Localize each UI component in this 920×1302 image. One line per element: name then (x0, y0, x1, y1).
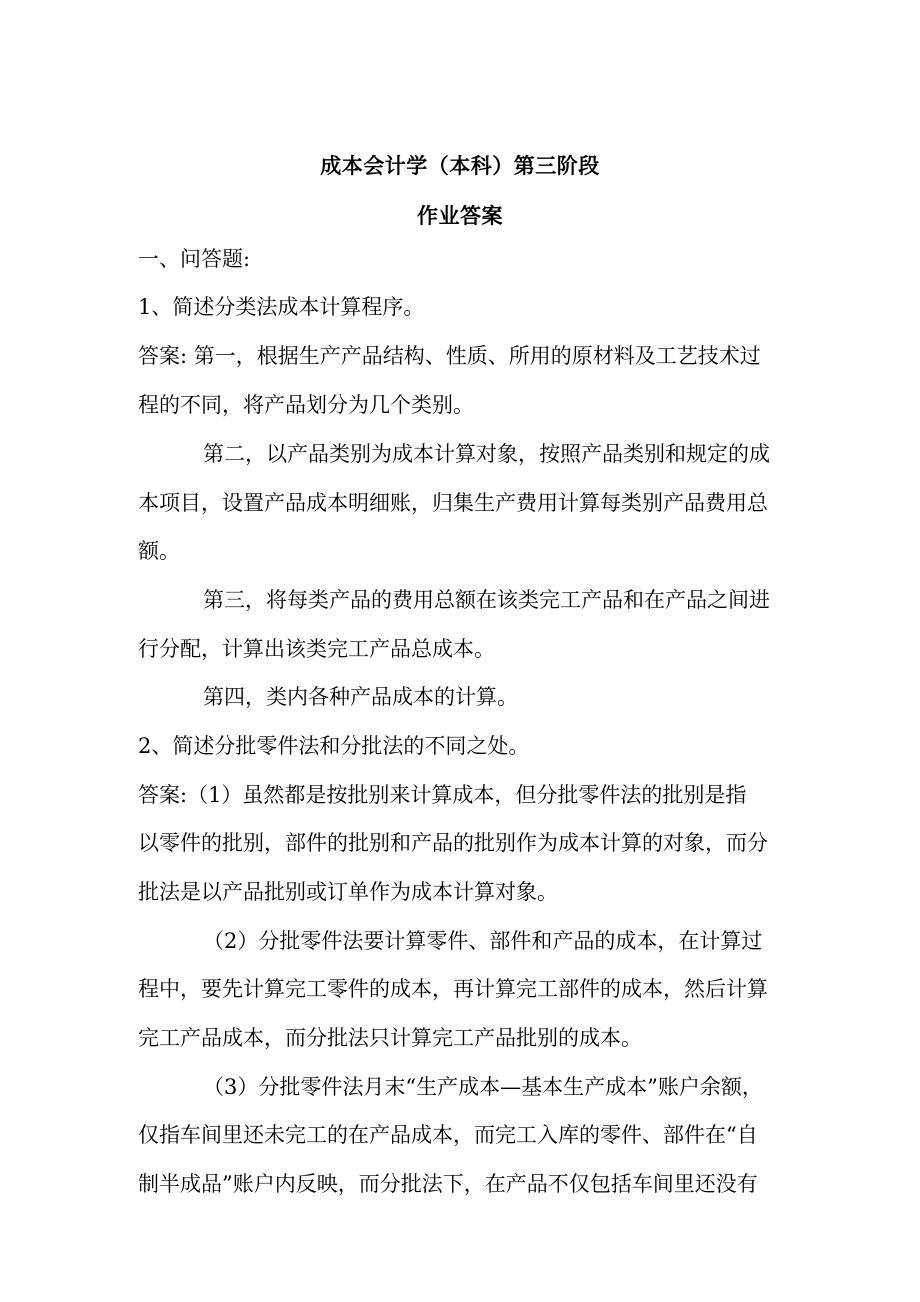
answer-1-line-8: 第四，类内各种产品成本的计算。 (203, 685, 518, 709)
answer-2-line-7: （3）分批零件法月末“生产成本—基本生产成本”账户余额， (203, 1075, 763, 1099)
answer-2-line-9: 制半成品”账户内反映，而分批法下，在产品不仅包括车间里还没有 (138, 1172, 758, 1196)
answer-2-line-5: 程中，要先计算完工零件的成本，再计算完工部件的成本，然后计算 (138, 977, 768, 1001)
document-subtitle: 作业答案 (417, 203, 503, 228)
section-heading: 一、问答题: (138, 247, 251, 271)
answer-1-line-3: 第二，以产品类别为成本计算对象，按照产品类别和规定的成 (203, 442, 770, 466)
answer-1-line-7: 行分配，计算出该类完工产品总成本。 (138, 637, 495, 661)
answer-2-line-3: 批法是以产品批别或订单作为成本计算对象。 (138, 880, 558, 904)
question-1: 1、简述分类法成本计算程序。 (138, 295, 425, 319)
answer-1-line-5: 额。 (138, 539, 180, 563)
answer-2-line-4: （2）分批零件法要计算零件、部件和产品的成本，在计算过 (203, 929, 763, 953)
question-2: 2、简述分批零件法和分批法的不同之处。 (138, 734, 530, 758)
answer-2-line-2: 以零件的批别，部件的批别和产品的批别作为成本计算的对象，而分 (138, 831, 768, 855)
answer-1-line-6: 第三，将每类产品的费用总额在该类完工产品和在产品之间进 (203, 588, 770, 612)
answer-2-line-8: 仅指车间里还未完工的在产品成本，而完工入库的零件、部件在“自 (138, 1123, 758, 1147)
answer-2-line-6: 完工产品成本，而分批法只计算完工产品批别的成本。 (138, 1026, 642, 1050)
answer-1-line-4: 本项目，设置产品成本明细账，归集生产费用计算每类别产品费用总 (138, 491, 768, 515)
document-title: 成本会计学（本科）第三阶段 (320, 153, 600, 178)
answer-1-line-2: 程的不同，将产品划分为几个类别。 (138, 393, 474, 417)
answer-1-line-1: 答案: 第一，根据生产产品结构、性质、所用的原材料及工艺技术过 (138, 344, 761, 368)
answer-2-line-1: 答案:（1）虽然都是按批别来计算成本，但分批零件法的批别是指 (138, 783, 747, 807)
